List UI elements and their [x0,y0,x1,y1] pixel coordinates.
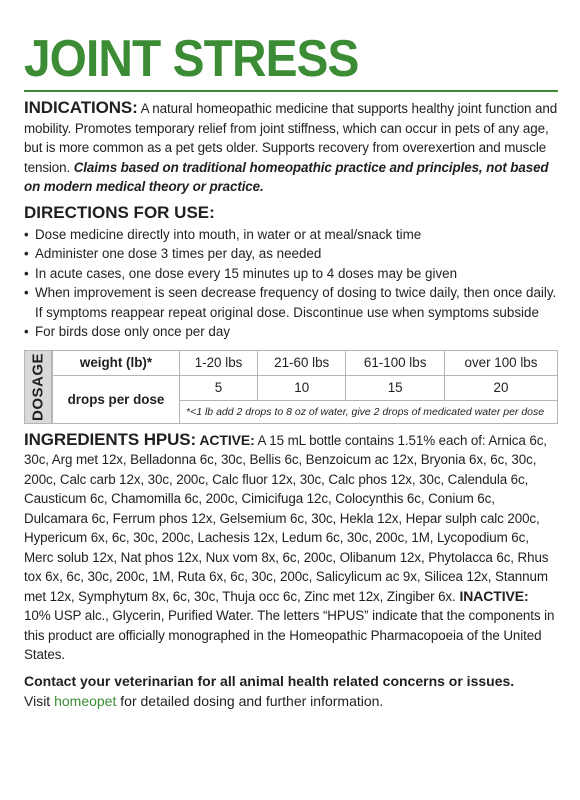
weight-label: weight (lb)* [53,350,180,375]
direction-item: • For birds dose only once per day [24,322,558,342]
title-divider [24,90,558,92]
direction-item: • Dose medicine directly into mouth, in water or at meal/snack time [24,225,558,245]
drops-cell: 20 [444,375,557,400]
drops-row [53,375,558,400]
dosage-note: *<1 lb add 2 drops to 8 oz of water, give 2 drops of medicated water per dose [180,400,558,423]
direction-item: • In acute cases, one dose every 15 minutes up to 4 doses may be given [24,264,558,284]
indications-paragraph [24,98,558,197]
inactive-text: 10% USP alc., Glycerin, Purified Water. The letters “HPUS” indicate that the components in this product are officially monographed in the Homeopathic Pharmacopoeia of the United States. [24,608,555,662]
ingredients-heading: INGREDIENTS HPUS: [24,429,197,449]
active-text: A 15 mL bottle contains 1.51% each of: Arnica 6c, 30c, Arg met 12x, Belladonna 6c, 30c, Bellis 6c, Benzoicum ac 12x, Bryonia 6x, 6c, 30c, 200c, Calc carb 12x, 30c, 200c, Calc fluor 12x, 30c, Calc phos 12x, 30c, Calendula 6c, Causticum 6c, Chamomilla 6c, 200c, Cimicifuga 12c, Colocynthis 6c, Conium 6c, Dulcamara 6c, Ferrum phos 12x, Gelsemium 6c, 30c, Hekla 12x, Hepar sulph calc 200c, Hypericum 6x, 6c, 30c, 200c, Lachesis 12x, Ledum 6c, 30c, 200c, 1M, Lycopodium 6c, Merc solub 12x, Nat phos 12x, Nux vom 8x, 6c, 200c, Olibanum 12x, Phytolacca 6c, Rhus tox 6x, 6c, 30c, 200c, 1M, Ruta 6x, 6c, 30c, 200c, Salicylicum ac 9x, Silicea 12x, Stannum met 12x, Symphytum 8x, 6c, 30c, Thuja occ 6c, Zinc met 12x, Zingiber 6x. [24,432,549,604]
indications-heading: INDICATIONS: [24,98,138,117]
ingredients-paragraph [24,430,558,665]
weight-cell: 61-100 lbs [346,350,445,375]
visit-line [24,691,558,711]
weight-row [53,350,558,375]
dosage-tab [24,350,52,424]
inactive-label: INACTIVE: [455,587,529,604]
indications-claim: Claims based on traditional homeopathic practice and principles, not based on modern medical theory or practice. [24,159,549,194]
directions-list [24,225,558,342]
indications-text: A natural homeopathic medicine that supports healthy joint function and mobility. Promotes temporary relief from joint stiffness, which can occur in pets of any age, but is more common as a pet gets older. Supports recovery from overexertion and muscle tension. [24,101,558,175]
directions-heading: DIRECTIONS FOR USE: [24,202,215,222]
drops-cell: 5 [180,375,258,400]
label-page [24,30,558,711]
dosage-tab-label: DOSAGE [29,352,47,421]
weight-cell: 1-20 lbs [180,350,258,375]
drops-label: drops per dose [53,375,180,423]
dosage-table-wrapper [24,350,558,424]
contact-notice: Contact your veterinarian for all animal health related concerns or issues. [24,672,515,689]
dosage-table [52,350,558,424]
drops-cell: 10 [258,375,346,400]
drops-cell: 15 [346,375,445,400]
visit-before: Visit [24,692,55,709]
weight-cell: over 100 lbs [444,350,557,375]
direction-item: • When improvement is seen decrease frequency of dosing to twice daily, then once daily. If symptoms reappear repeat original dose. Discontinue use when symptoms subside [24,283,558,322]
product-title: JOINT STRESS [24,30,359,88]
visit-after: for detailed dosing and further information. [116,692,384,709]
direction-item: • Administer one dose 3 times per day, as needed [24,244,558,264]
active-label: ACTIVE: [196,431,255,448]
weight-cell: 21-60 lbs [258,350,346,375]
homeopet-link[interactable]: homeopet [54,692,117,709]
